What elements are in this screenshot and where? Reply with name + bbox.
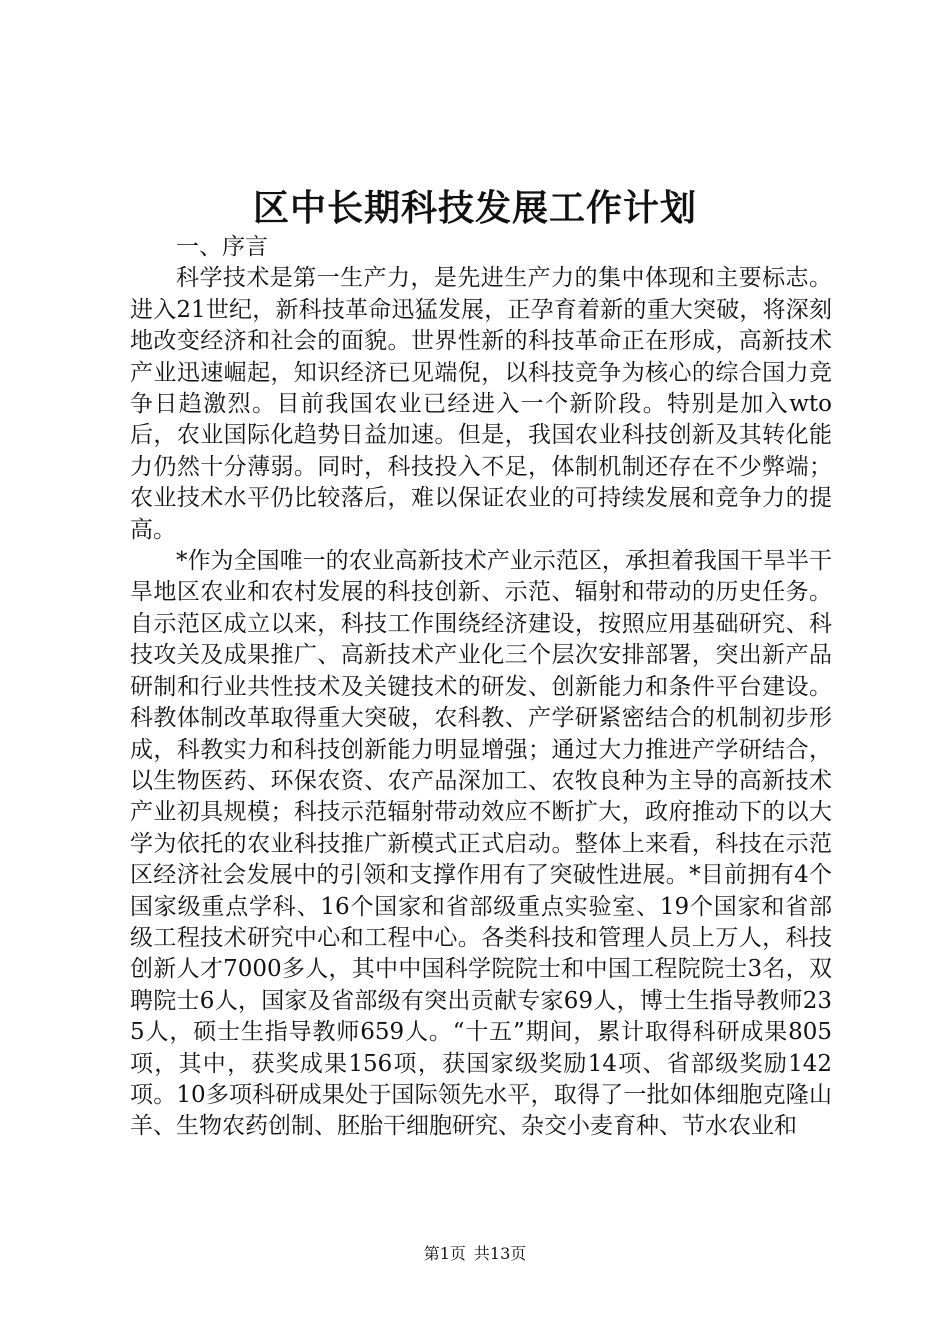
page-count: 共13页	[473, 1244, 527, 1263]
document-body	[130, 232, 832, 1143]
body-paragraph: *作为全国唯一的农业高新技术产业示范区，承担着我国干旱半干旱地区农业和农村发展的科技创新、示范、辐射和带动的历史任务。自示范区成立以来，科技工作围绕经济建设，按照应用基础研究、科技攻关及成果推广、高新技术产业化三个层次安排部署，突出新产品研制和行业共性技术及关键技术的研发、创新能力和条件平台建设。科教体制改革取得重大突破，农科教、产学研紧密结合的机制初步形成，科教实力和科技创新能力明显增强；通过大力推进产学研结合，以生物医药、环保农资、农产品深加工、农牧良种为主导的高新技术产业初具规模；科技示范辐射带动效应不断扩大，政府推动下的以大学为依托的农业科技推广新模式正式启动。整体上来看，科技在示范区经济社会发展中的引领和支撑作用有了突破性进展。*目前拥有4个国家级重点学科、16个国家和省部级重点实验室、19个国家和省部级工程技术研究中心和工程中心。各类科技和管理人员上万人，科技创新人才7000多人，其中中国科学院院士和中国工程院院士3名，双聘院士6人，国家及省部级有突出贡献专家69人，博士生指导教师235人，硕士生指导教师659人。“十五”期间，累计取得科研成果805项，其中，获奖成果156项，获国家级奖励14项、省部级奖励142项。10多项科研成果处于国际领先水平，取得了一批如体细胞克隆山羊、生物农药创制、胚胎干细胞研究、杂交小麦育种、节水农业和	[130, 548, 832, 1140]
document-title: 区中长期科技发展工作计划	[252, 187, 697, 229]
page-footer	[0, 1242, 950, 1266]
body-paragraph: 科学技术是第一生产力，是先进生产力的集中体现和主要标志。进入21世纪，新科技革命迅猛发展，正孕育着新的重大突破，将深刻地改变经济和社会的面貌。世界性新的科技革命正在形成，高新技术产业迅速崛起，知识经济已见端倪，以科技竞争为核心的综合国力竞争日趋激烈。目前我国农业已经进入一个新阶段。特别是加入wto后，农业国际化趋势日益加速。但是，我国农业科技创新及其转化能力仍然十分薄弱。同时，科技投入不足，体制机制还存在不少弊端；农业技术水平仍比较落后，难以保证农业的可持续发展和竞争力的提高。	[130, 265, 832, 543]
page-number: 第1页	[423, 1244, 466, 1263]
section-heading: 一、序言	[176, 234, 268, 260]
